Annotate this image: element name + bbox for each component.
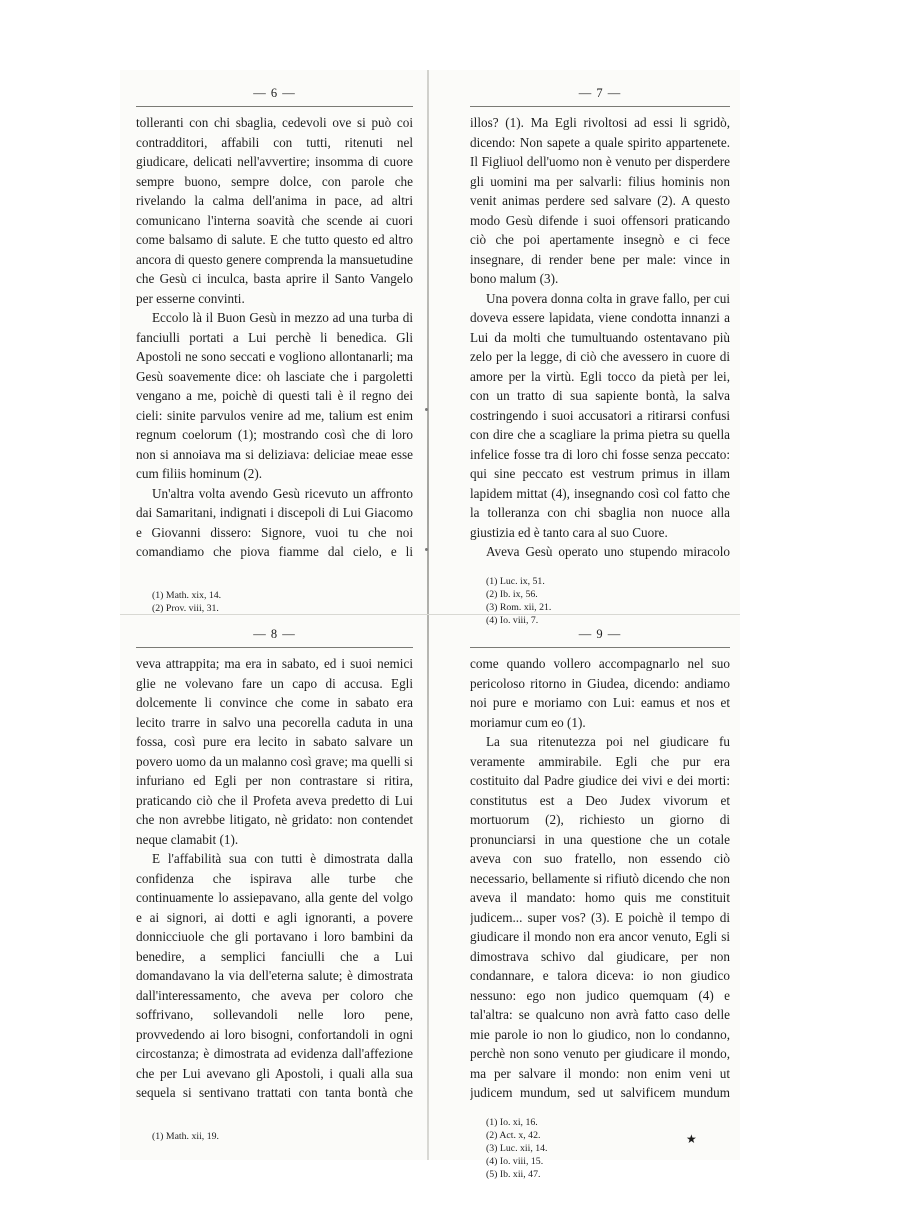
footnote: (3) Luc. xii, 14.: [486, 1143, 548, 1154]
paragraph: come quando vollero accompagnarlo nel suo pericoloso ritorno in Giudea, dicendo: andiamo noi pure e moriamo con Lui: eamus et nos et moriamur cum eo (1).: [470, 656, 730, 730]
page-7: [470, 84, 730, 627]
footnote: (2) Act. x, 42.: [486, 1130, 541, 1141]
footnote: (2) Prov. viii, 31.: [152, 603, 219, 614]
footnote: (1) Luc. ix, 51.: [486, 576, 545, 587]
page-body: [470, 654, 730, 1104]
footnote: (1) Math. xix, 14.: [152, 590, 222, 601]
page-number: — 9 —: [470, 625, 730, 648]
vertical-fold-line: [427, 70, 429, 1160]
footnote: (4) Io. viii, 7.: [486, 615, 539, 626]
paragraph: tolleranti con chi sbaglia, cedevoli ove si può coi contradditori, affabili con tutti, ritenuti nel giudicare, delicati nell'avvertire; insomma di cuore sempre buono, sempre dolce, con parole che rivelando la calma dell'anima in pace, ad altri comunicano l'interna soavità che scende ai cuori come balsamo di salute. E che tutto questo ed altro ancora di questo genere comprenda la mansuetudine che Gesù ci inculca, basta aprire il Santo Vangelo per esserne convinti.: [136, 115, 413, 306]
footnotes: [136, 589, 413, 615]
paragraph: illos? (1). Ma Egli rivoltosi ad essi li sgridò, dicendo: Non sapete a quale spirito appartenete. Il Figliuol dell'uomo non è venuto per disperdere gli uomini ma per salvarli: filius hominis non venit animas perdere sed salvare (2). A questo modo Gesù difende i suoi offensori praticando ciò che poi apertamente insegnò e ci fece insegnare, di render bene per male: vince in bono malum (3).: [470, 115, 730, 286]
paragraph: Aveva Gesù operato uno stupendo miracolo: [486, 544, 730, 559]
footnotes: [470, 1116, 730, 1181]
page-9: [470, 625, 730, 1181]
paragraph: Eccolo là il Buon Gesù in mezzo ad una turba di fanciulli portati a Lui perchè li benedica. Gli Apostoli ne sono seccati e vogliono allontanarli; ma Gesù soavemente dice: oh lasciate che i pargoletti vengano a me, poichè di questi tali è il regno dei cieli: sinite parvulos venire ad me, talium est enim regnum coelorum (1); mostrando così che di loro non si annoiava ma si deliziava: deliciae meae esse cum filiis hominum (2).: [136, 310, 413, 481]
footnotes: [136, 1130, 413, 1143]
footnote: (4) Io. viii, 15.: [486, 1156, 544, 1167]
paragraph: La sua ritenutezza poi nel giudicare fu veramente ammirabile. Egli che pur era costituito dal Padre giudice dei vivi e dei morti: constitutus est a Deo Judex vivorum et mortuorum (2), richiesto un giorno di pronunciarsi in una questione che un cotale aveva con suo fratello, non essendo ciò necessario, bellamente si rifiutò dicendo che non aveva il mandato: homo quis me constituit judicem... super vos? (3). E poichè il tempo di giudicare il mondo non era ancor venuto, Egli si dimostrava schivo dal giudicare, per non condannare, e talora diceva: io non giudico nessuno: ego non judico quemquam (4) e tal'altra: se qualcuno non avrà fatto caso delle mie parole io non lo giudico, non lo condanno, perchè non sono venuto per giudicare il mondo, ma per salvare il mondo: non enim veni ut judicem mundum, sed ut salvificem mundum: [470, 734, 730, 1100]
footnote: (3) Rom. xii, 21.: [486, 602, 552, 613]
page-8: [136, 625, 413, 1143]
paragraph: Una povera donna colta in grave fallo, per cui doveva essere lapidata, viene condotta innanzi a Lui da molti che tumultuando ostentavano più zelo per la legge, di ciò che avessero in cuore di amore per la virtù. Egli tocco da pietà per lei, con un tratto di sua sapiente bontà, la salva costringendo i suoi accusatori a ritirarsi confusi con dire che a scagliare la prima pietra su quella infelice fosse tra di loro chi fosse senza peccato: qui sine peccato est vestrum primus in illam lapidem mittat (4), insegnando così col fatto che la tolleranza con chi sbaglia non nuoce alla giustizia ed è tanto cara al suo Cuore.: [470, 290, 730, 540]
footnote: (2) Ib. ix, 56.: [486, 589, 538, 600]
page-body: [136, 113, 413, 563]
scan-speck: [425, 548, 428, 551]
page-body: [136, 654, 413, 1104]
star-mark: ★: [686, 1132, 697, 1146]
footnote: (1) Io. xi, 16.: [486, 1117, 538, 1128]
page-number: — 6 —: [136, 84, 413, 107]
scan-speck: [425, 408, 428, 411]
page-number: — 7 —: [470, 84, 730, 107]
page-6: [136, 84, 413, 615]
footnote: (1) Math. xii, 19.: [152, 1131, 219, 1142]
paragraph: E l'affabilità sua con tutti è dimostrata dalla confidenza che ispirava alle turbe che continuamente lo assiepavano, alla gente del volgo e ai signori, ai dotti e agli ignoranti, a povere donnicciuole che gli portavano i loro bambini da benedire, a semplici fanciulli che a Lui domandavano la via dell'eterna salute; è dimostrata dall'interessamento, che aveva per coloro che soffrivano, sollevandoli nelle loro pene, provvedendo ai loro bisogni, confortandoli in ogni circostanza; è dimostrata ad evidenza dall'affezione che per Lui avevano gli Apostoli, i quali alla sua sequela si sentivano trattati con tanta bontà che: [136, 851, 413, 1100]
page-body: [470, 113, 730, 563]
paragraph: veva attrappita; ma era in sabato, ed i suoi nemici glie ne volevano fare un capo di accusa. Egli dolcemente li convince che come in sabato era lecito trarre in salvo una pecorella caduta in una fossa, così pure era lecito in sabato salvare un povero uomo da un malanno così grave; ma quelli si infuriano ed Egli per non contrastare si ritira, praticando ciò che il Profeta aveva predetto di Lui che non avrebbe litigato, nè gridato: non contendet neque clamabit (1).: [136, 656, 413, 847]
footnotes: [470, 575, 730, 627]
page-number: — 8 —: [136, 625, 413, 648]
paragraph: Un'altra volta avendo Gesù ricevuto un affronto dai Samaritani, indignati i discepoli di Lui Giacomo e Giovanni dissero: Signore, vuoi tu che noi comandiamo che piova fiamme dal cielo, e li: [136, 485, 413, 559]
footnote: (5) Ib. xii, 47.: [486, 1169, 541, 1180]
